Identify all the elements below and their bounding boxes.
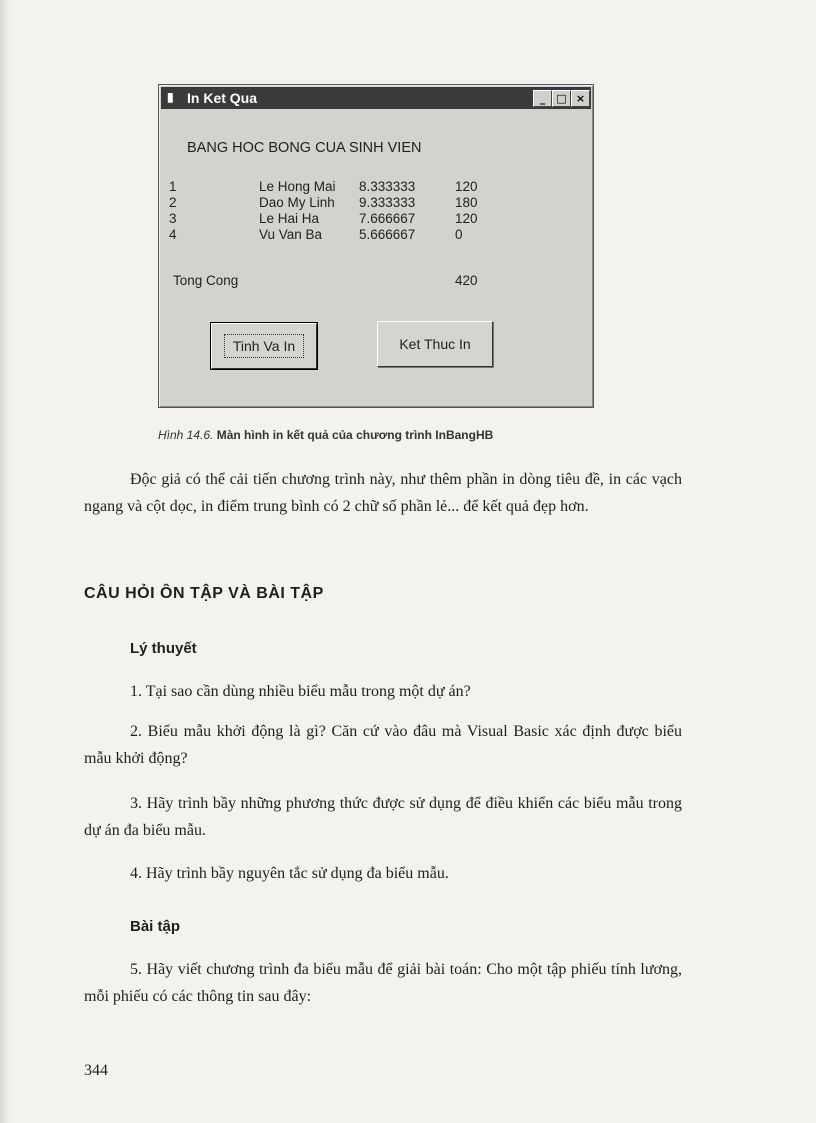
ket-thuc-in-button[interactable] [377,321,493,367]
report-heading: BANG HOC BONG CUA SINH VIEN [187,140,422,156]
question-3: 3. Hãy trình bầy những phương thức được sử dụng để điều khiển các biểu mẫu trong dự án đa biểu mẫu. [84,795,682,839]
figure-caption [158,428,493,442]
close-button[interactable]: × [571,90,590,107]
paragraph-improvements: Độc giả có thể cải tiến chương trình này, như thêm phần in dòng tiêu đề, in các vạch ngang và cột dọc, in điểm trung bình có 2 chữ số phần lẻ... để kết quả đẹp hơn. [84,471,682,515]
row-average: 5.666667 [359,227,416,242]
row-name: Le Hai Ha [259,211,320,226]
theory-heading: Lý thuyết [130,640,197,657]
exercise-5: 5. Hãy viết chương trình đa biểu mẫu để giải bài toán: Cho một tập phiếu tính lương, mỗi phiếu có các thông tin sau đây: [84,961,682,1005]
row-average: 9.333333 [359,195,416,210]
row-average: 8.333333 [359,179,416,194]
ket-thuc-in-label: Ket Thuc In [399,336,471,352]
row-amount: 0 [455,227,463,242]
row-number: 1 [169,179,177,194]
row-number: 4 [169,227,177,242]
row-average: 7.666667 [359,211,416,226]
window-app-icon: ▮ [167,90,174,104]
row-amount: 180 [455,195,478,210]
page-edge [0,0,10,1123]
maximize-button[interactable]: □ [552,90,571,107]
figure-caption-number: Hình 14.6. [158,428,214,442]
question-4: 4. Hãy trình bầy nguyên tắc sử dụng đa biểu mẫu. [130,865,449,882]
minimize-button[interactable]: _ [533,90,552,107]
total-value: 420 [455,273,478,288]
exercise-heading: Bài tập [130,918,181,935]
figure-caption-text: Màn hình in kết quả của chương trình InBangHB [216,428,494,442]
window-title: In Ket Qua [187,90,258,106]
question-2: 2. Biểu mẫu khởi động là gì? Căn cứ vào đâu mà Visual Basic xác định được biểu mẫu khởi động? [84,723,682,767]
row-number: 3 [169,211,177,226]
row-amount: 120 [455,179,478,194]
tinh-va-in-button[interactable] [211,323,317,369]
total-label: Tong Cong [173,273,239,288]
question-1: 1. Tại sao cần dùng nhiều biểu mẫu trong một dự án? [130,683,471,700]
row-name: Dao My Linh [259,195,335,210]
page-number: 344 [84,1062,108,1079]
row-name: Vu Van Ba [259,227,323,242]
row-number: 2 [169,195,177,210]
tinh-va-in-label: Tinh Va In [224,334,304,358]
in-ket-qua-window [158,84,594,408]
window-titlebar[interactable] [161,87,591,109]
section-title: CÂU HỎI ÔN TẬP VÀ BÀI TẬP [84,585,324,602]
row-amount: 120 [455,211,478,226]
row-name: Le Hong Mai [259,179,336,194]
